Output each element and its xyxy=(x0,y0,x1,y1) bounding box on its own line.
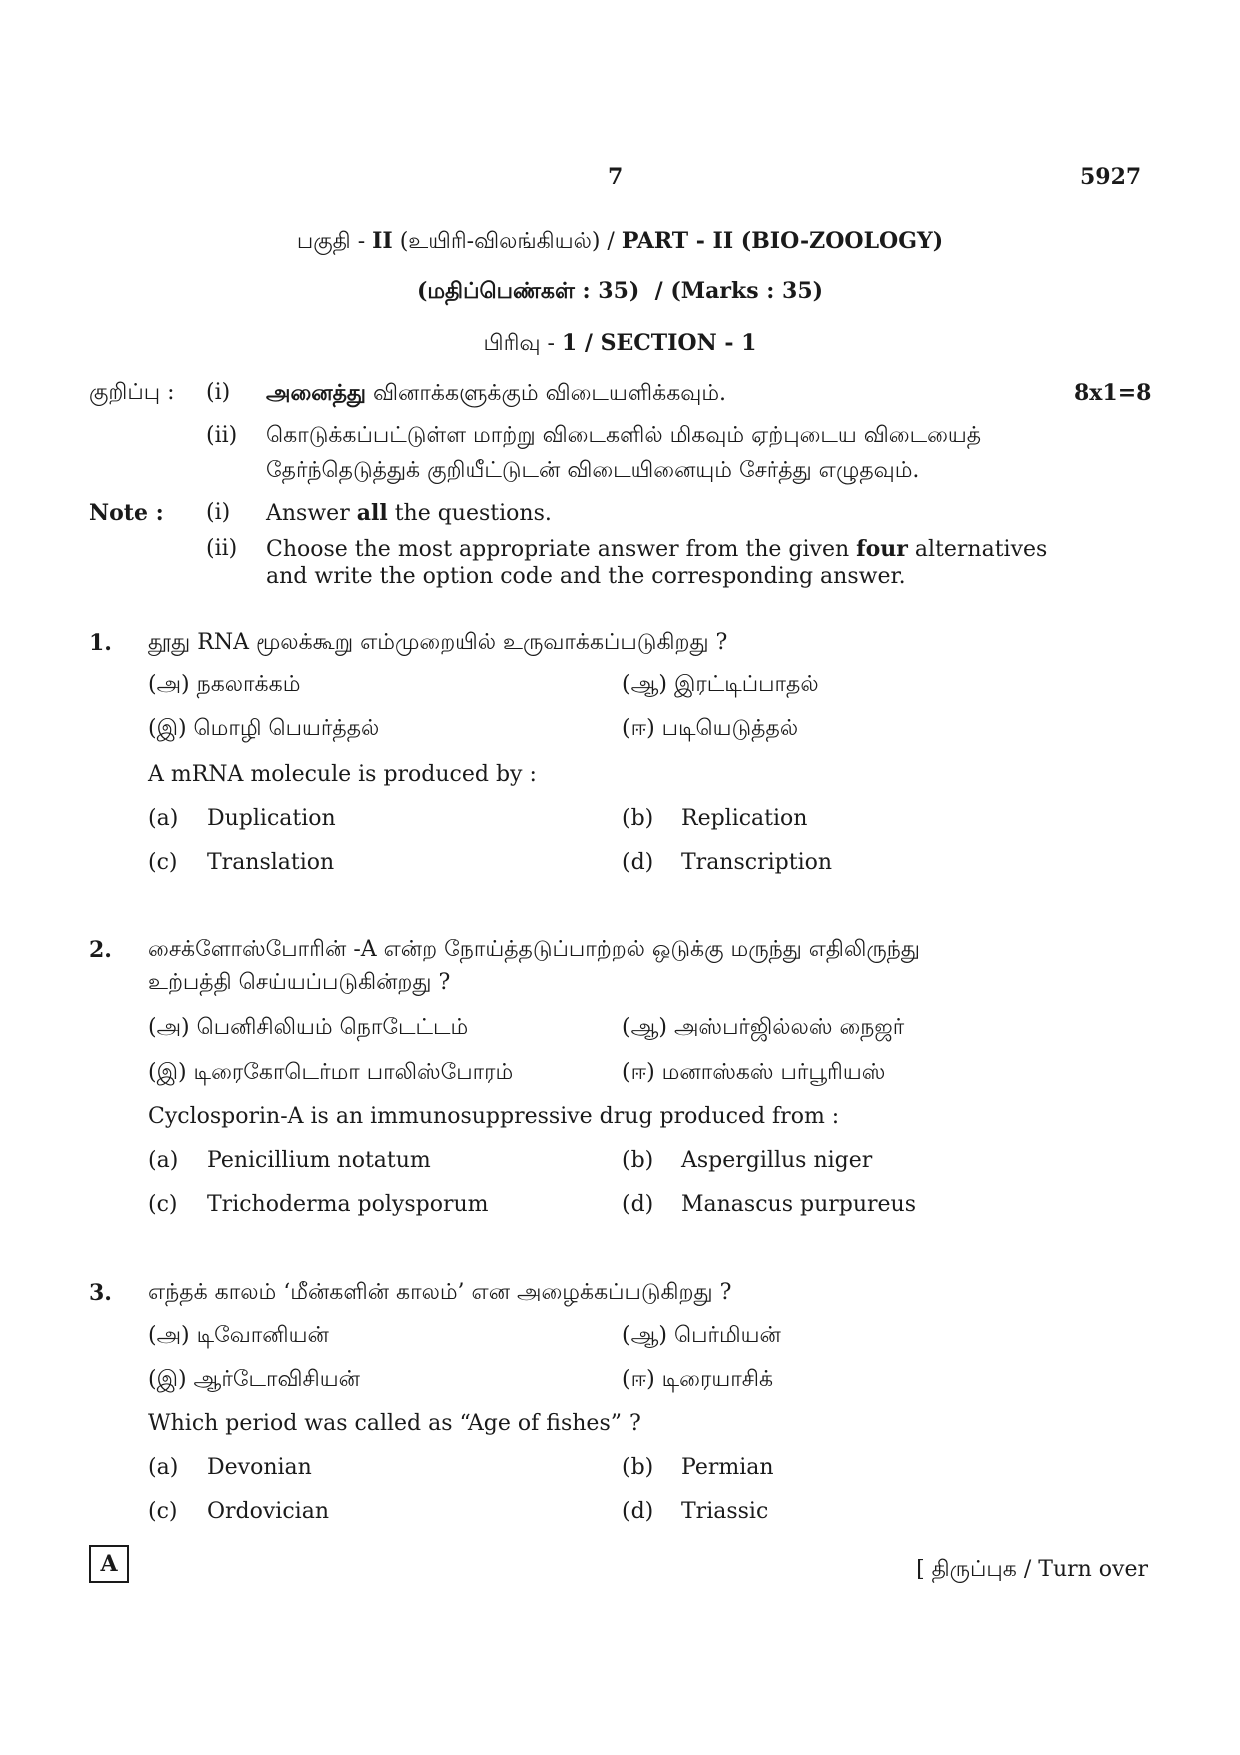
note-en-ii-post: alternatives xyxy=(907,537,1048,562)
option-en-a: Duplication xyxy=(207,806,336,831)
option-label-a: (a) xyxy=(148,806,179,831)
note-en-ii-pre: Choose the most appropriate answer from the given xyxy=(266,537,857,562)
option-label-b: (b) xyxy=(622,1148,654,1173)
part-title-ta-2: (உயிரி-விலங்கியல்) / xyxy=(392,229,622,254)
option-label-d: (d) xyxy=(622,1499,654,1524)
question-ta-line2: உற்பத்தி செய்யப்படுகின்றது ? xyxy=(148,970,451,995)
question-ta: தூது RNA மூலக்கூறு எம்முறையில் உருவாக்கப்படுகிறது ? xyxy=(148,630,728,655)
option-label-a: (a) xyxy=(148,1455,179,1480)
question-number: 1. xyxy=(89,630,112,656)
option-en-c: Trichoderma polysporum xyxy=(207,1192,489,1217)
question-ta-line1: சைக்ளோஸ்போரின் -A என்ற நோய்த்தடுப்பாற்றல் ஒடுக்கு மருந்து எதிலிருந்து xyxy=(148,937,920,962)
paper-code: 5927 xyxy=(1080,164,1142,190)
note-en-ii-line1 xyxy=(266,536,1047,562)
note-ta-i-num: (i) xyxy=(206,380,231,405)
option-en-c: Ordovician xyxy=(207,1499,329,1524)
note-en-ii-num: (ii) xyxy=(206,536,238,561)
question-number: 2. xyxy=(89,937,112,963)
note-ta-ii-num: (ii) xyxy=(206,423,238,448)
note-en-ii-bold: four xyxy=(856,536,908,562)
marks-en: / (Marks : 35) xyxy=(654,278,824,304)
part-title-roman: II xyxy=(372,228,393,254)
option-en-d: Manascus purpureus xyxy=(681,1192,917,1217)
question-number: 3. xyxy=(89,1280,112,1306)
option-label-b: (b) xyxy=(622,1455,654,1480)
note-en-i-post: the questions. xyxy=(387,501,552,526)
option-en-b: Aspergillus niger xyxy=(681,1148,873,1173)
note-en-ii-line2: and write the option code and the corresponding answer. xyxy=(266,564,906,589)
question-en: A mRNA molecule is produced by : xyxy=(148,762,537,787)
note-en-label: Note : xyxy=(89,500,164,526)
note-en-i-bold: all xyxy=(356,500,388,526)
note-ta-i-bold: அனைத்து xyxy=(266,380,367,406)
section-title xyxy=(0,330,1240,359)
option-ta-a: (அ) பெனிசிலியம் நொடேட்டம் xyxy=(148,1015,469,1040)
option-ta-d: (ஈ) டிரையாசிக் xyxy=(622,1367,774,1392)
option-ta-a: (அ) நகலாக்கம் xyxy=(148,672,301,697)
option-en-d: Triassic xyxy=(681,1499,769,1524)
marks-ta: (மதிப்பெண்கள் : 35) xyxy=(416,278,640,304)
question-en: Which period was called as “Age of fishes” ? xyxy=(148,1411,641,1436)
note-en-i xyxy=(266,500,552,526)
option-ta-b: (ஆ) இரட்டிப்பாதல் xyxy=(622,672,819,697)
note-en-i-pre: Answer xyxy=(266,501,357,526)
option-label-c: (c) xyxy=(148,850,178,875)
marks-scheme: 8x1=8 xyxy=(1074,380,1152,406)
question-ta: எந்தக் காலம் ‘மீன்களின் காலம்’ என அழைக்கப்படுகிறது ? xyxy=(148,1280,732,1305)
option-ta-d: (ஈ) படியெடுத்தல் xyxy=(622,716,799,741)
option-label-a: (a) xyxy=(148,1148,179,1173)
note-ta-ii-line2: தேர்ந்தெடுத்துக் குறியீட்டுடன் விடையினையும் சேர்த்து எழுதவும். xyxy=(266,458,920,483)
section-en: 1 / SECTION - 1 xyxy=(561,330,757,356)
part-title-en: PART - II (BIO-ZOOLOGY) xyxy=(621,228,944,254)
option-label-c: (c) xyxy=(148,1192,178,1217)
option-label-d: (d) xyxy=(622,850,654,875)
option-label-b: (b) xyxy=(622,806,654,831)
section-ta: பிரிவு - xyxy=(483,331,562,356)
part-title-ta: பகுதி - xyxy=(296,229,373,254)
question-en: Cyclosporin-A is an immunosuppressive drug produced from : xyxy=(148,1104,840,1129)
option-ta-c: (இ) டிரைகோடெர்மா பாலிஸ்போரம் xyxy=(148,1060,514,1085)
option-ta-a: (அ) டிவோனியன் xyxy=(148,1323,329,1348)
note-ta-ii-line1: கொடுக்கப்பட்டுள்ள மாற்று விடைகளில் மிகவும் ஏற்புடைய விடையைத் xyxy=(266,423,982,448)
option-en-a: Penicillium notatum xyxy=(207,1148,431,1173)
note-ta-i xyxy=(266,380,726,409)
option-en-c: Translation xyxy=(207,850,335,875)
option-en-d: Transcription xyxy=(681,850,833,875)
turn-over: [ திருப்புக / Turn over xyxy=(916,1557,1148,1582)
option-ta-c: (இ) மொழி பெயர்த்தல் xyxy=(148,716,380,741)
option-en-a: Devonian xyxy=(207,1455,312,1480)
option-ta-b: (ஆ) பெர்மியன் xyxy=(622,1323,781,1348)
page-number: 7 xyxy=(608,164,624,190)
series-letter-box: A xyxy=(89,1545,129,1583)
option-ta-b: (ஆ) அஸ்பர்ஜில்லஸ் நைஜர் xyxy=(622,1015,905,1040)
option-ta-c: (இ) ஆர்டோவிசியன் xyxy=(148,1367,360,1392)
note-ta-label: குறிப்பு : xyxy=(89,380,175,405)
note-ta-i-text: வினாக்களுக்கும் விடையளிக்கவும். xyxy=(366,381,727,406)
option-label-c: (c) xyxy=(148,1499,178,1524)
option-label-d: (d) xyxy=(622,1192,654,1217)
option-en-b: Permian xyxy=(681,1455,774,1480)
note-en-i-num: (i) xyxy=(206,500,231,525)
part-title xyxy=(0,228,1240,257)
marks-line xyxy=(0,278,1240,307)
option-ta-d: (ஈ) மனாஸ்கஸ் பர்பூரியஸ் xyxy=(622,1060,886,1085)
option-en-b: Replication xyxy=(681,806,808,831)
